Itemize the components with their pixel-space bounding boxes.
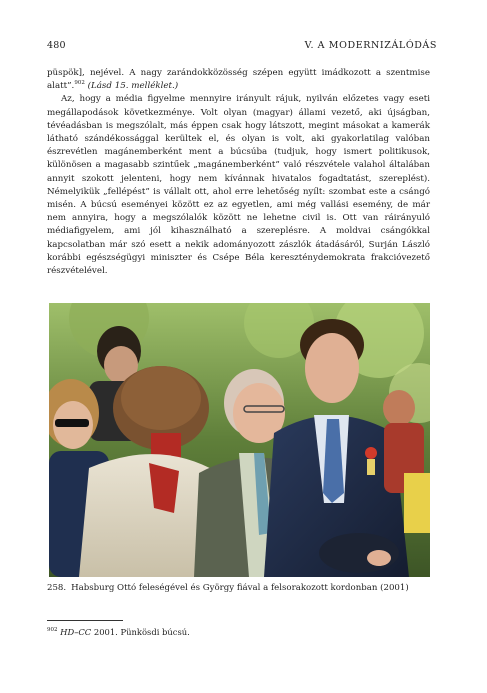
page-number: 480 xyxy=(47,40,66,51)
figure-caption-text: Habsburg Ottó feleségével és György fiával a felsorakozott kordonban (2001) xyxy=(71,583,409,593)
figure-photo xyxy=(49,303,430,577)
main-text xyxy=(47,67,430,278)
footnote-divider xyxy=(47,620,123,621)
footnote-text: 2001. Pünkösdi búcsú. xyxy=(91,627,190,637)
footnote-ref[interactable]: 902 xyxy=(74,80,85,87)
chapter-title: V. A MODERNIZÁLÓDÁS xyxy=(304,40,437,51)
paragraph-1 xyxy=(47,67,430,93)
figure-number: 258. xyxy=(47,583,67,593)
footnote-source: HD–CC xyxy=(60,627,92,637)
paragraph-2: Az, hogy a média figyelme mennyire irányult rájuk, nyilván előzetes vagy eseti megállapodások következménye. Volt olyan (magyar) állami vezető, aki újságban, tévéadásban is megszólalt, más éppen csak hogy látszott, megint másokat a kamerák látható szándékossággal kerültek el, és olyan is volt, aki gyakorlatilag valóban észrevétlen magánemberként ment a búcsúba (tudjuk, hogy ismert politikusok, különösen a magasabb szintűek „magánemberként” való részvétele valahol általában annyit szokott jelenteni, hogy nem kívánnak hivatalos fogadtatást, szereplést). Némelyikük „fellépést” is vállalt ott, ahol erre lehetőség nyílt: szombat este a csángó misén. A búcsú eseményei között ez az egyetlen, ami még vallási esemény, de már nem annyira, hogy a megszólalók között ne lehetne civil is. Ott van ráirányuló médiafigyelem, ami jól kihasználható a szereplésre. A moldvai csángókkal kapcsolatban már szó esett a nekik adományozott zászlók átadásáról, Surján László korábbi egészségügyi miniszter és Csépe Béla kereszténydemokrata frakcióvezető részvételével. xyxy=(47,94,430,277)
footnote-number: 902 xyxy=(47,627,58,634)
paragraph-1-text: püspök], nejével. A nagy zarándokközösség szépen együtt imádkozott a szentmise alatt”. xyxy=(47,68,430,92)
appendix-reference: (Lásd 15. melléklet.) xyxy=(87,81,179,92)
figure-caption xyxy=(47,583,437,593)
footnote xyxy=(47,627,190,637)
